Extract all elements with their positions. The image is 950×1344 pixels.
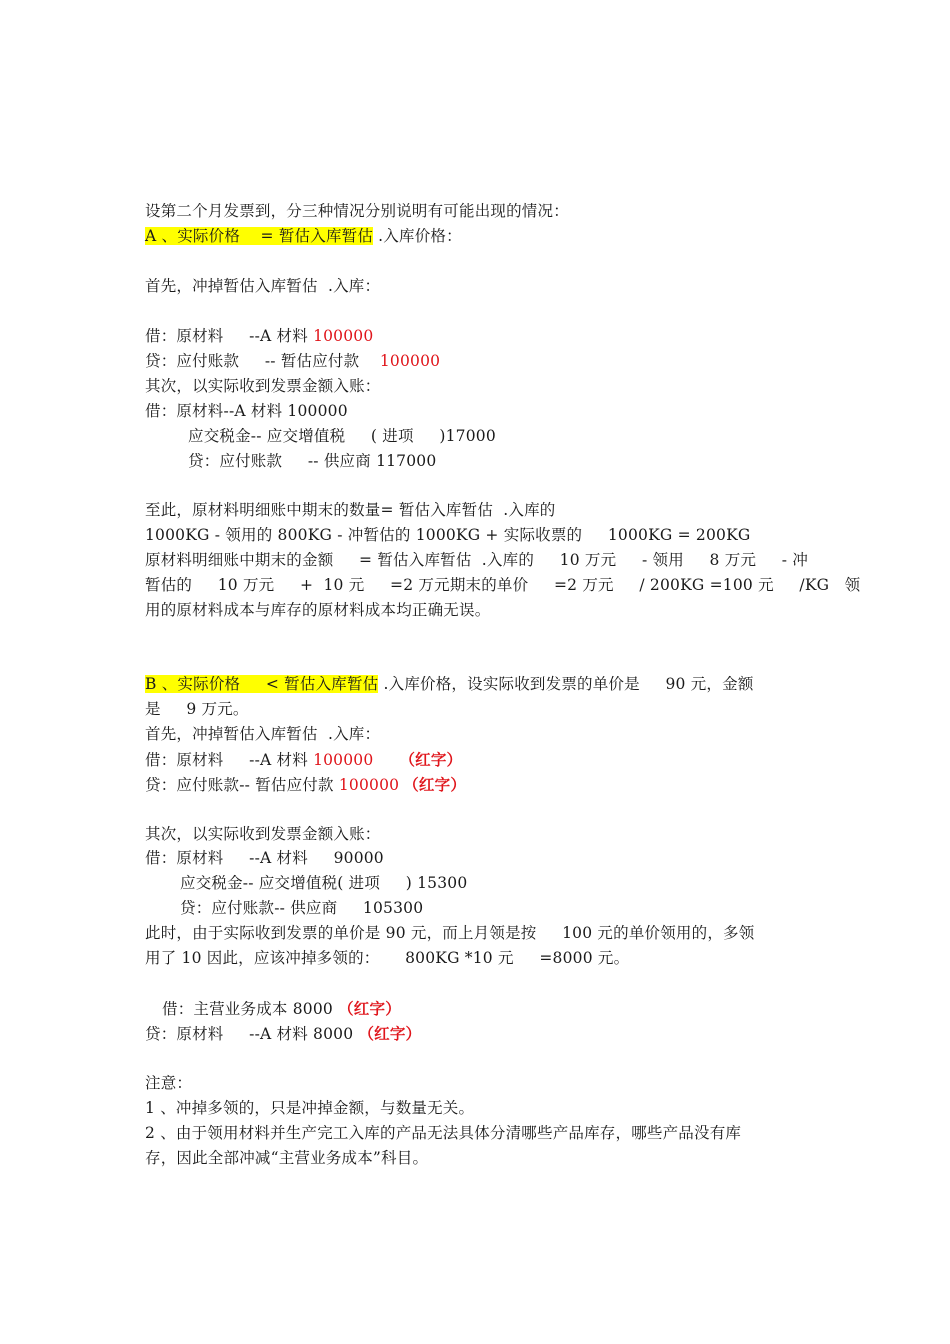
case-a-heading-highlight: A 、实际价格 = 暂估入库暂估 — [145, 227, 374, 245]
notes-title: 注意： — [145, 1074, 193, 1092]
case-a-credit1-text: 贷：应付账款 -- 暂估应付款 — [145, 352, 380, 370]
case-b-note-2: 用了 10 因此，应该冲掉多领的： 800KG *10 元 =8000 元。 — [145, 949, 630, 967]
case-b-debit1 — [145, 747, 462, 773]
case-a-credit1 — [145, 349, 440, 374]
case-b-credit2: 贷：应付账款-- 供应商 105300 — [180, 899, 424, 917]
case-a-heading — [145, 224, 462, 249]
case-b-credit1-red-tag: （红字） — [403, 775, 467, 794]
intro-line: 设第二个月发票到，分三种情况分别说明有可能出现的情况： — [145, 202, 569, 220]
case-b-heading-rest: .入库价格，设实际收到发票的单价是 90 元，金额 — [378, 675, 754, 693]
case-a-debit2: 借：原材料--A 材料 100000 — [145, 402, 348, 420]
case-a-debit1 — [145, 324, 373, 349]
case-b-debit2-tax: 应交税金-- 应交增值税( 进项 ) 15300 — [180, 874, 468, 892]
case-b-credit1-amount: 100000 — [338, 776, 400, 794]
case-b-step1: 首先，冲掉暂估入库暂估 .入库： — [145, 725, 381, 743]
case-b-heading-line2: 是 9 万元。 — [145, 700, 249, 718]
case-a-step2: 其次，以实际收到发票金额入账： — [145, 377, 381, 395]
notes-item-2: 2 、由于领用材料并生产完工入库的产品无法具体分清哪些产品库存，哪些产品没有库 — [145, 1124, 742, 1142]
case-b-credit3 — [145, 1021, 421, 1047]
case-a-summary-5: 用的原材料成本与库存的原材料成本均正确无误。 — [145, 601, 491, 619]
case-a-summary-4: 暂估的 10 万元 + 10 元 =2 万元期末的单价 =2 万元 / 200KG =100 元 /KG 领 — [145, 576, 861, 594]
case-b-debit3 — [162, 996, 401, 1022]
case-b-credit1-text: 贷：应付账款-- 暂估应付款 — [145, 776, 339, 794]
case-b-note-1: 此时，由于实际收到发票的单价是 90 元，而上月领是按 100 元的单价领用的，多领 — [145, 924, 755, 942]
case-b-heading — [145, 672, 754, 697]
case-a-step1: 首先，冲掉暂估入库暂估 .入库： — [145, 277, 381, 295]
case-b-debit1-red-tag: （红字） — [399, 750, 463, 769]
case-a-credit1-amount: 100000 — [379, 352, 441, 370]
notes-item-2-cont: 存，因此全部冲减“主营业务成本”科目。 — [145, 1149, 429, 1167]
case-a-debit1-amount: 100000 — [313, 327, 374, 345]
case-a-summary-3: 原材料明细账中期末的金额 = 暂估入库暂估 .入库的 10 万元 - 领用 8 万元 - 冲 — [145, 551, 809, 569]
case-b-debit1-amount: 100000 — [313, 751, 374, 769]
case-b-heading-highlight: B 、实际价格 < 暂估入库暂估 — [145, 675, 379, 693]
case-a-heading-rest: .入库价格： — [373, 227, 462, 245]
case-a-summary-1: 至此，原材料明细账中期末的数量= 暂估入库暂估 .入库的 — [145, 501, 556, 519]
case-b-debit3-red-tag: （红字） — [338, 999, 401, 1018]
case-b-credit1 — [145, 772, 466, 798]
case-b-credit3-text: 贷：原材料 --A 材料 8000 — [145, 1025, 359, 1043]
case-b-debit3-text: 借：主营业务成本 8000 — [162, 1000, 339, 1018]
case-b-credit3-red-tag: （红字） — [358, 1024, 422, 1043]
case-a-debit2-tax: 应交税金-- 应交增值税 ( 进项 )17000 — [188, 427, 496, 445]
case-b-debit2: 借：原材料 --A 材料 90000 — [145, 849, 384, 867]
case-a-summary-2: 1000KG - 领用的 800KG - 冲暂估的 1000KG + 实际收票的 1000KG = 200KG — [145, 526, 751, 544]
case-b-step2: 其次，以实际收到发票金额入账： — [145, 825, 381, 843]
notes-item-1: 1 、冲掉多领的，只是冲掉金额，与数量无关。 — [145, 1099, 475, 1117]
case-a-credit2: 贷：应付账款 -- 供应商 117000 — [188, 452, 437, 470]
case-a-debit1-text: 借：原材料 --A 材料 — [145, 327, 314, 345]
case-b-debit1-text: 借：原材料 --A 材料 — [145, 751, 314, 769]
